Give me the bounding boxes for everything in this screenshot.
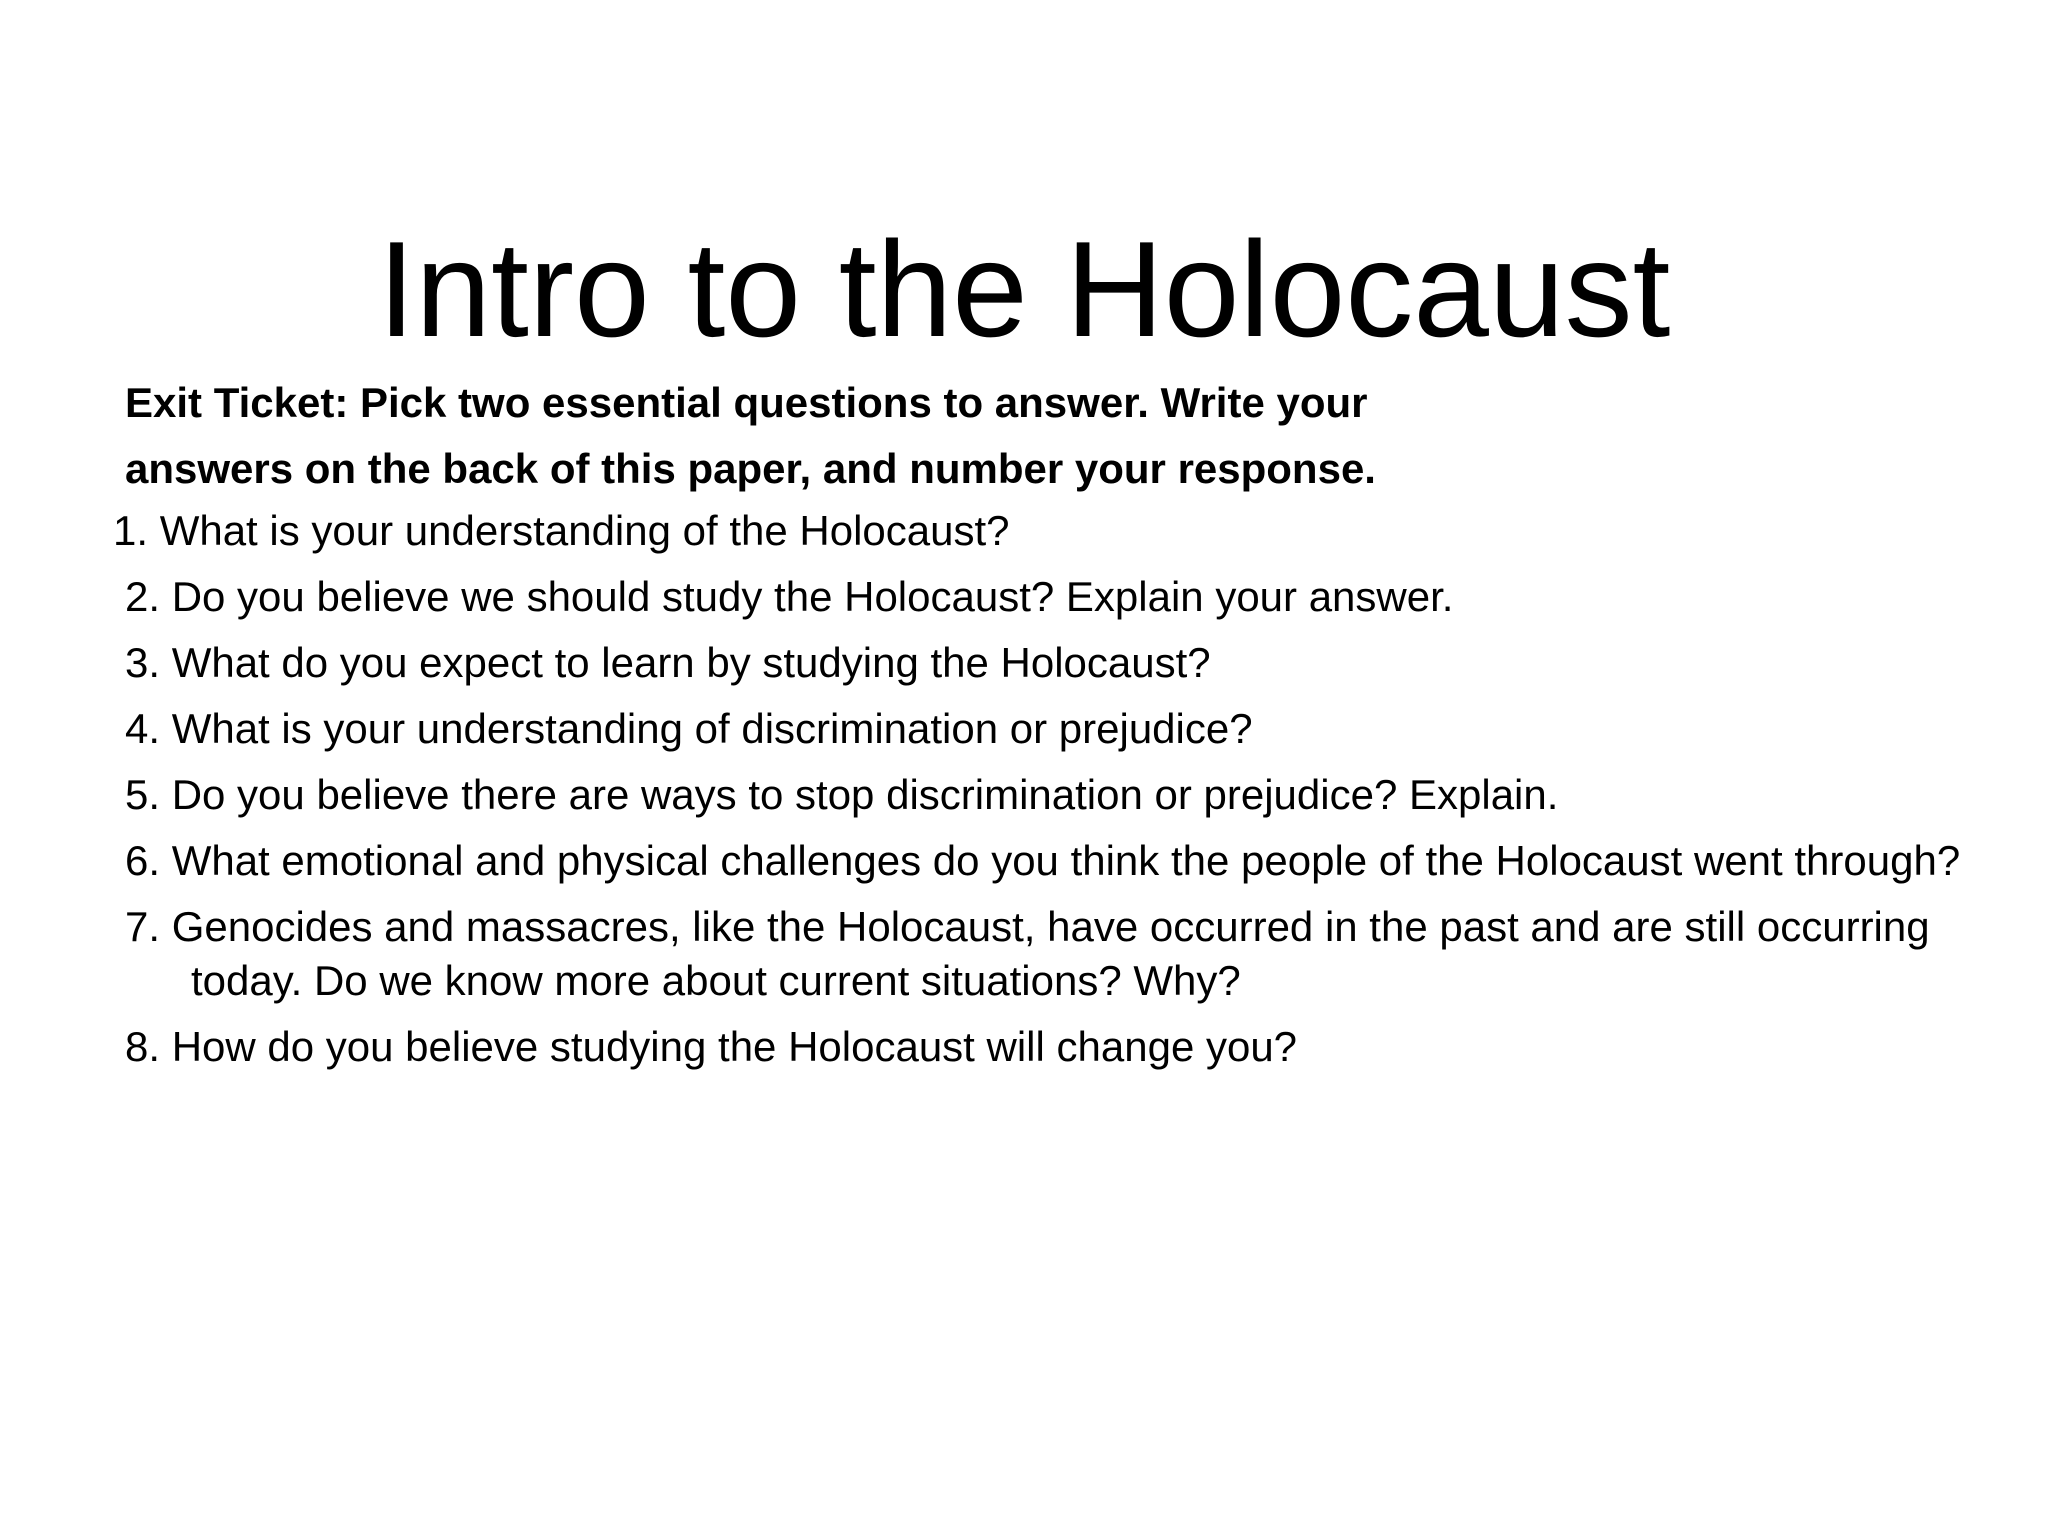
slide-content [113,370,1985,1086]
question-4: 4. What is your understanding of discrimination or prejudice? [125,705,1253,752]
exit-ticket-instructions-line-2: answers on the back of this paper, and number your response. [125,445,1376,492]
question-8: 8. How do you believe studying the Holocaust will change you? [125,1023,1298,1070]
slide-title: Intro to the Holocaust [377,213,1671,366]
essential-questions-list [113,504,1985,1074]
question-1: 1. What is your understanding of the Holocaust? [113,507,1010,554]
question-5: 5. Do you believe there are ways to stop discrimination or prejudice? Explain. [125,771,1559,818]
question-2: 2. Do you believe we should study the Holocaust? Explain your answer. [125,573,1454,620]
exit-ticket-instructions-line-1: Exit Ticket: Pick two essential questions to answer. Write your [125,379,1368,426]
question-7: 7. Genocides and massacres, like the Holocaust, have occurred in the past and are still occurring today. Do we know more about current situations? Why? [125,903,1930,1004]
question-3: 3. What do you expect to learn by studying the Holocaust? [125,639,1211,686]
question-6: 6. What emotional and physical challenges do you think the people of the Holocaust went through? [125,837,1961,884]
